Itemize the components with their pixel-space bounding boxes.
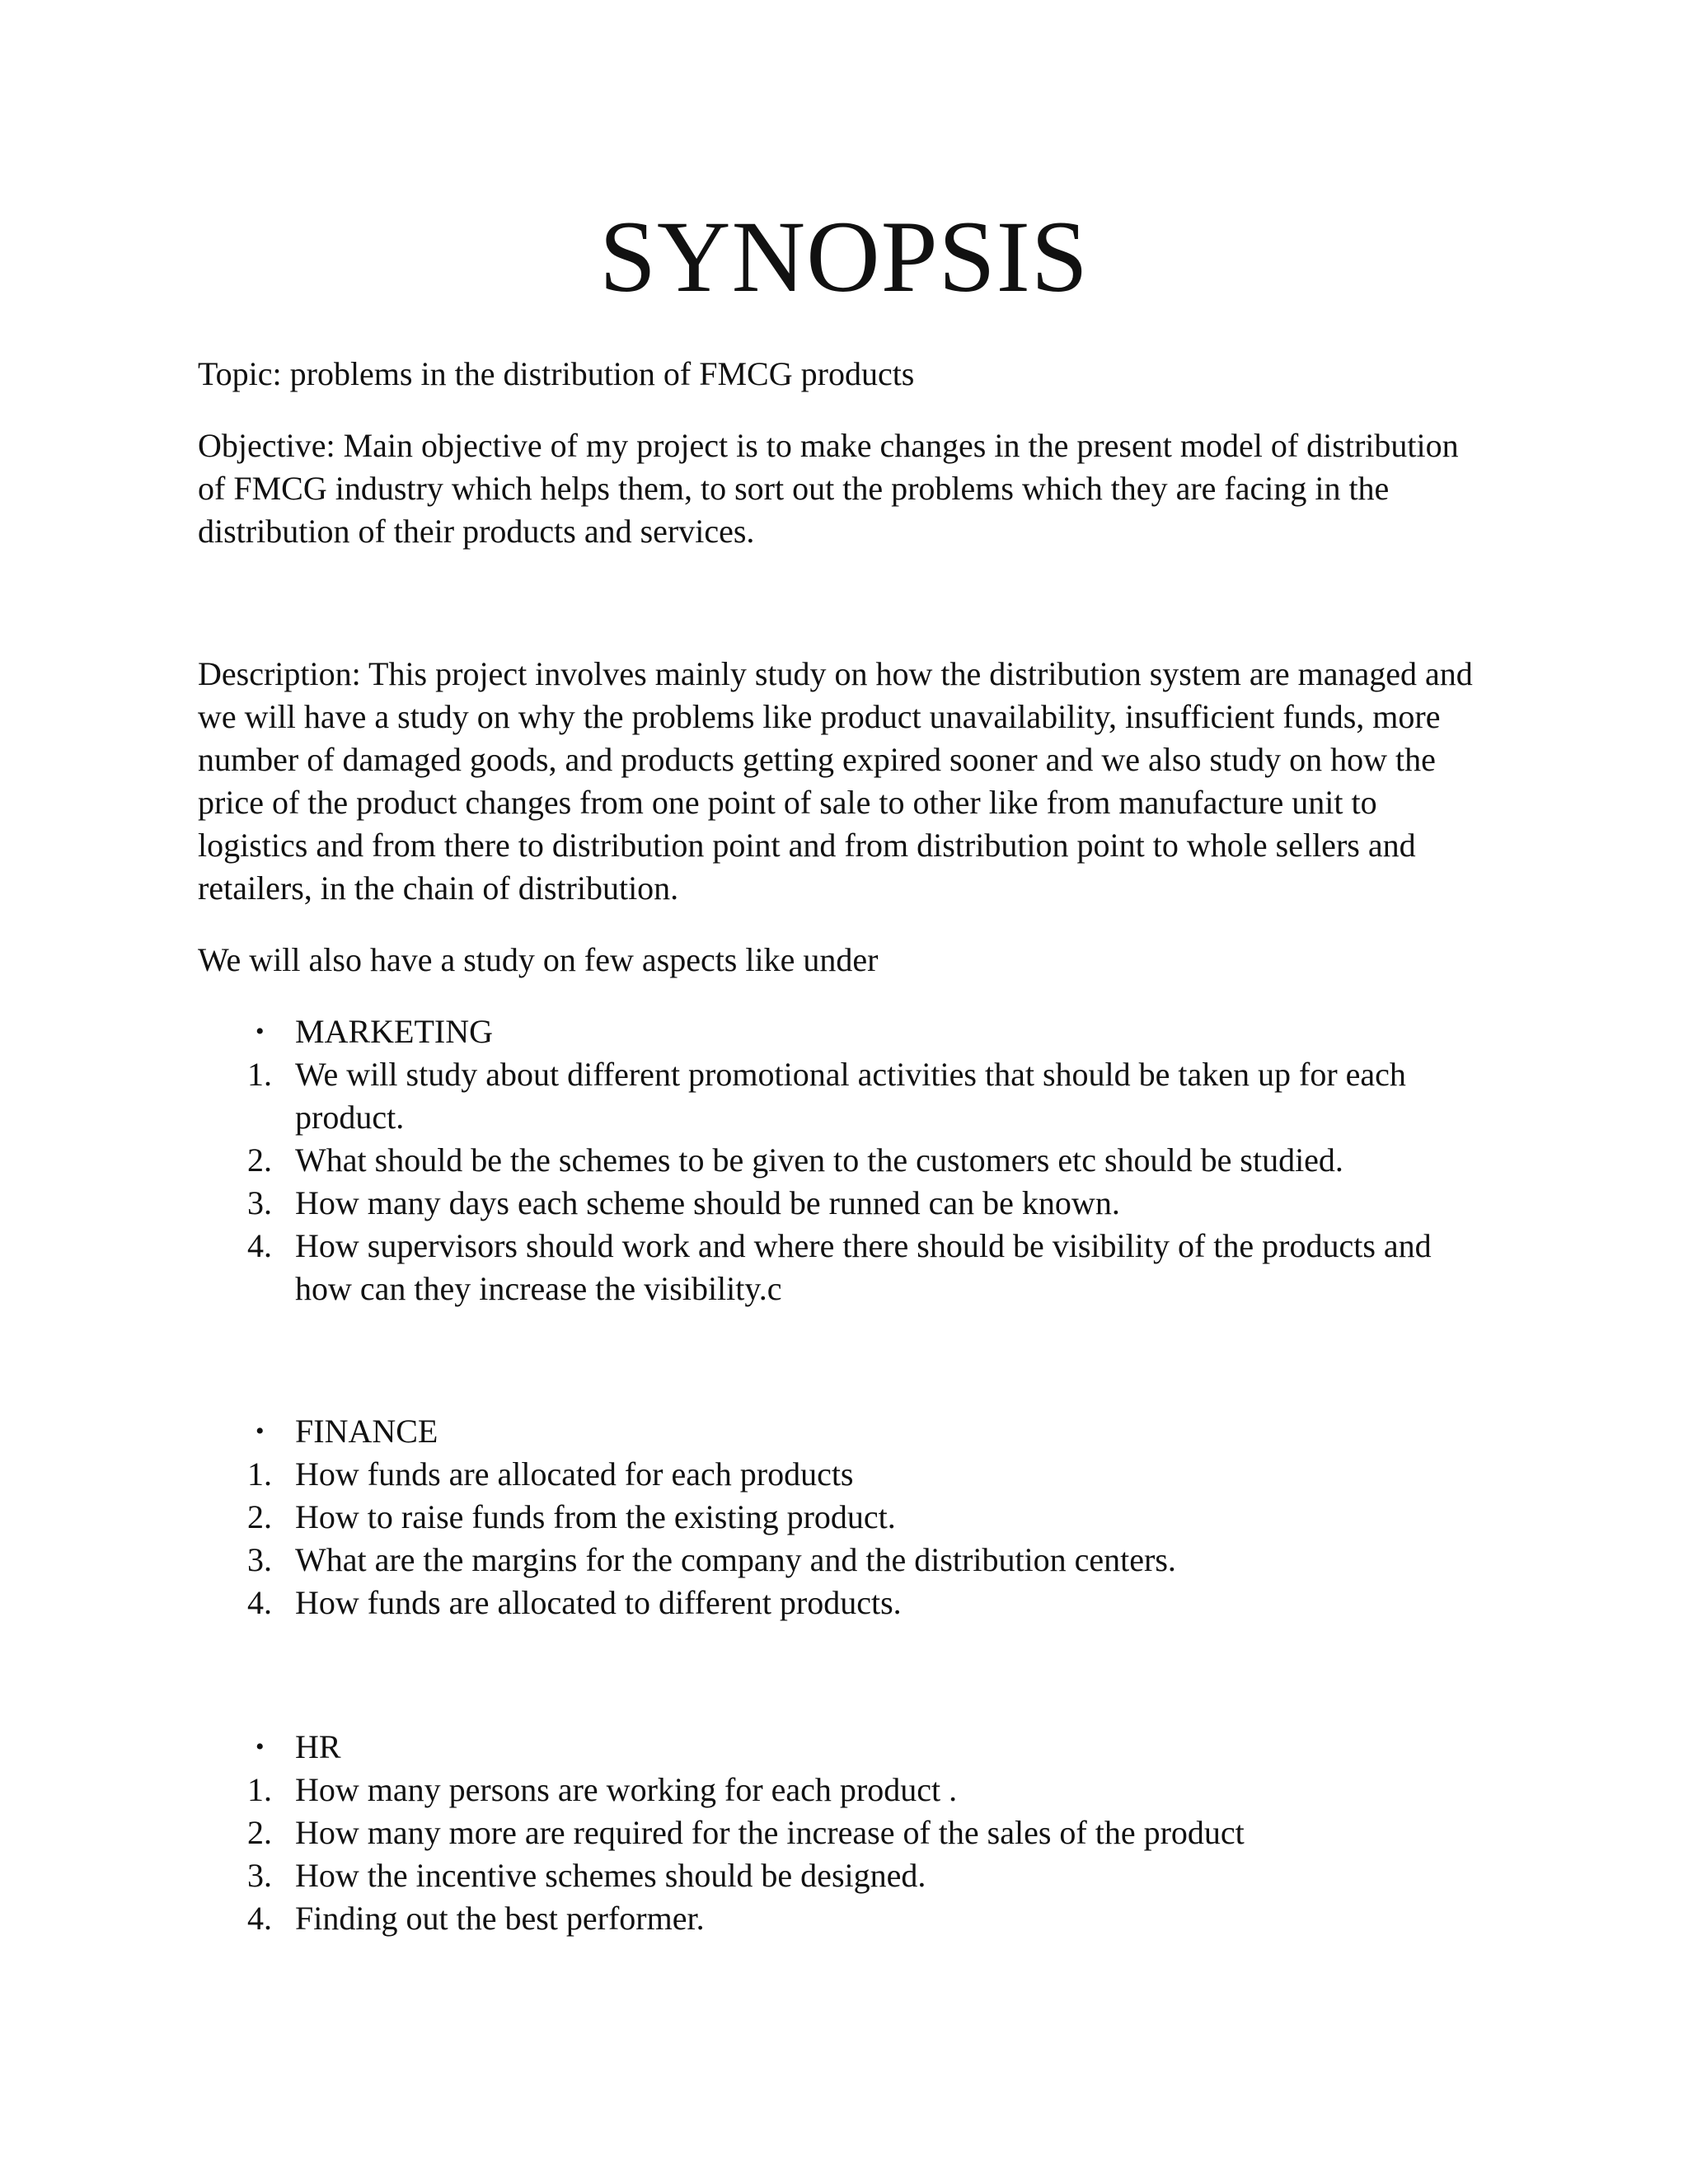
list-item-text: How many days each scheme should be runned can be known. [295, 1184, 1120, 1221]
list-item-text: How funds are allocated to different products. [295, 1584, 902, 1621]
list-item-number: 1. [247, 1455, 272, 1493]
list-item-number: 1. [247, 1771, 272, 1808]
list-item-number: 4. [247, 1227, 272, 1264]
objective-line-3: distribution of their products and services. [198, 513, 755, 550]
bullet-icon: • [256, 1018, 265, 1045]
aspects-intro: We will also have a study on few aspects like under [198, 941, 879, 978]
list-item-text: How many persons are working for each product . [295, 1771, 958, 1808]
bullet-icon: • [256, 1418, 265, 1445]
description-line-5: logistics and from there to distribution point and from distribution point to whole sellers and [198, 827, 1416, 864]
list-item-number: 2. [247, 1814, 272, 1851]
section-heading-text: HR [295, 1728, 341, 1765]
description-line-2: we will have a study on why the problems like product unavailability, insufficient funds, more [198, 698, 1441, 735]
bullet-icon: • [256, 1733, 265, 1760]
section-heading-text: MARKETING [295, 1013, 493, 1050]
list-item-number: 1. [247, 1056, 272, 1093]
list-item-text: What should be the schemes to be given to the customers etc should be studied. [295, 1141, 1343, 1179]
list-item-number: 2. [247, 1141, 272, 1179]
section-heading-text: FINANCE [295, 1413, 438, 1450]
topic-line: Topic: problems in the distribution of FMCG products [198, 355, 915, 392]
page-title: SYNOPSIS [599, 200, 1089, 313]
list-item-text: how can they increase the visibility.c [295, 1270, 782, 1307]
description-line-3: number of damaged goods, and products getting expired sooner and we also study on how the [198, 741, 1436, 778]
list-item-text: Finding out the best performer. [295, 1900, 705, 1937]
list-item-text: We will study about different promotional activities that should be taken up for each [295, 1056, 1406, 1093]
list-item-number: 2. [247, 1498, 272, 1535]
list-item-text: product. [295, 1099, 405, 1136]
objective-line-2: of FMCG industry which helps them, to sort out the problems which they are facing in the [198, 470, 1390, 507]
list-item-number: 3. [247, 1541, 272, 1578]
list-item-text: How to raise funds from the existing product. [295, 1498, 896, 1535]
list-item-text: How supervisors should work and where there should be visibility of the products and [295, 1227, 1432, 1264]
list-item-text: How the incentive schemes should be designed. [295, 1857, 926, 1894]
description-line-4: price of the product changes from one point of sale to other like from manufacture unit to [198, 784, 1377, 821]
list-item-text: How many more are required for the increase of the sales of the product [295, 1814, 1245, 1851]
list-item-number: 4. [247, 1584, 272, 1621]
objective-line-1: Objective: Main objective of my project is to make changes in the present model of distribution [198, 427, 1459, 464]
list-item-text: What are the margins for the company and the distribution centers. [295, 1541, 1176, 1578]
description-line-1: Description: This project involves mainly study on how the distribution system are managed and [198, 655, 1473, 692]
list-item-number: 4. [247, 1900, 272, 1937]
list-item-text: How funds are allocated for each products [295, 1455, 854, 1493]
list-item-number: 3. [247, 1857, 272, 1894]
list-item-number: 3. [247, 1184, 272, 1221]
description-line-6: retailers, in the chain of distribution. [198, 869, 679, 907]
